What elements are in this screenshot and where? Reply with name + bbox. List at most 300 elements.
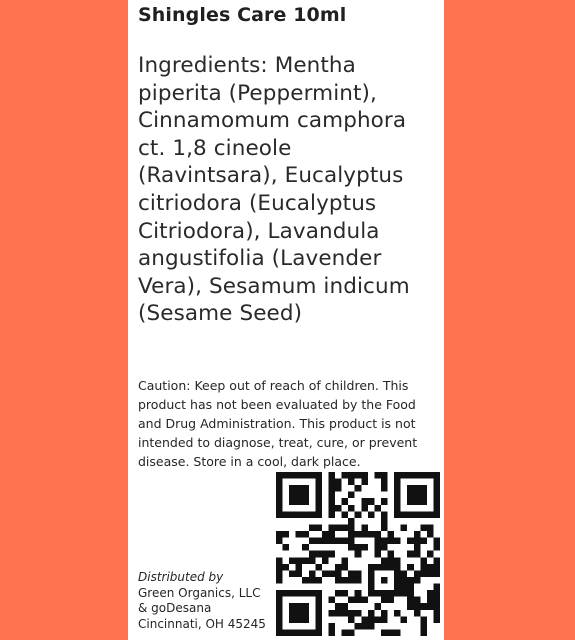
qr-module <box>433 485 440 492</box>
qr-module <box>374 603 381 610</box>
qr-module <box>276 564 283 571</box>
qr-module <box>355 610 362 617</box>
qr-module <box>342 577 349 584</box>
qr-module <box>381 538 388 545</box>
qr-module <box>276 498 283 505</box>
qr-module <box>361 498 368 505</box>
qr-module <box>368 610 375 617</box>
qr-module <box>355 544 362 551</box>
qr-module <box>433 538 440 545</box>
qr-module <box>276 531 283 538</box>
qr-module <box>414 597 421 604</box>
qr-module <box>276 570 283 577</box>
qr-module <box>276 485 283 492</box>
qr-module <box>427 531 434 538</box>
qr-module <box>328 511 335 518</box>
qr-module <box>407 498 414 505</box>
qr-module <box>414 531 421 538</box>
qr-module <box>433 557 440 564</box>
qr-module <box>296 531 303 538</box>
qr-module <box>335 538 342 545</box>
qr-module <box>414 603 421 610</box>
qr-module <box>276 577 283 584</box>
qr-module <box>368 498 375 505</box>
qr-module <box>381 485 388 492</box>
qr-module <box>381 590 388 597</box>
qr-module <box>407 564 414 571</box>
qr-module <box>289 498 296 505</box>
qr-module <box>348 577 355 584</box>
qr-module <box>388 597 395 604</box>
qr-module <box>328 597 335 604</box>
qr-module <box>276 479 283 486</box>
qr-module <box>394 479 401 486</box>
qr-module <box>355 511 362 518</box>
qr-module <box>427 511 434 518</box>
qr-module <box>374 590 381 597</box>
qr-module <box>368 564 375 571</box>
qr-module <box>355 551 362 558</box>
qr-module <box>414 610 421 617</box>
qr-module <box>414 577 421 584</box>
qr-module <box>420 492 427 499</box>
qr-module <box>368 531 375 538</box>
qr-module <box>420 524 427 531</box>
qr-module <box>414 551 421 558</box>
qr-module <box>394 584 401 591</box>
qr-module <box>335 524 342 531</box>
qr-module <box>302 629 309 636</box>
qr-module <box>427 597 434 604</box>
qr-module <box>322 531 329 538</box>
qr-module <box>283 590 290 597</box>
qr-module <box>296 564 303 571</box>
qr-module <box>283 511 290 518</box>
qr-module <box>283 531 290 538</box>
qr-module <box>407 597 414 604</box>
qr-module <box>348 531 355 538</box>
qr-module <box>348 610 355 617</box>
qr-module <box>322 570 329 577</box>
qr-module <box>381 511 388 518</box>
qr-module <box>407 603 414 610</box>
qr-module <box>315 623 322 630</box>
qr-module <box>296 472 303 479</box>
qr-module <box>361 531 368 538</box>
qr-module <box>381 524 388 531</box>
qr-module <box>433 505 440 512</box>
qr-module <box>355 597 362 604</box>
qr-module <box>374 538 381 545</box>
qr-module <box>289 616 296 623</box>
qr-module <box>302 616 309 623</box>
qr-module <box>328 524 335 531</box>
qr-module <box>407 551 414 558</box>
qr-module <box>296 590 303 597</box>
qr-module <box>388 590 395 597</box>
qr-module <box>296 629 303 636</box>
qr-module <box>289 629 296 636</box>
qr-module <box>302 485 309 492</box>
qr-module <box>407 492 414 499</box>
qr-module <box>302 492 309 499</box>
qr-module <box>368 577 375 584</box>
qr-module <box>315 498 322 505</box>
qr-module <box>315 492 322 499</box>
qr-module <box>394 498 401 505</box>
qr-module <box>296 616 303 623</box>
qr-module <box>328 538 335 545</box>
qr-module <box>381 564 388 571</box>
qr-module <box>394 472 401 479</box>
qr-module <box>368 570 375 577</box>
qr-module <box>401 511 408 518</box>
qr-module <box>414 492 421 499</box>
qr-module <box>433 616 440 623</box>
qr-module <box>394 577 401 584</box>
qr-module <box>348 524 355 531</box>
qr-module <box>302 557 309 564</box>
qr-module <box>361 524 368 531</box>
qr-module <box>381 629 388 636</box>
qr-module <box>433 544 440 551</box>
qr-module <box>407 485 414 492</box>
qr-module <box>381 498 388 505</box>
qr-module <box>296 603 303 610</box>
qr-module <box>296 485 303 492</box>
qr-module <box>407 511 414 518</box>
qr-module <box>276 511 283 518</box>
qr-module <box>433 584 440 591</box>
qr-module <box>315 538 322 545</box>
qr-module <box>289 603 296 610</box>
qr-module <box>368 511 375 518</box>
qr-module <box>315 511 322 518</box>
qr-module <box>355 590 362 597</box>
qr-module <box>276 603 283 610</box>
qr-module <box>342 524 349 531</box>
qr-module <box>276 492 283 499</box>
qr-module <box>289 492 296 499</box>
qr-module <box>328 610 335 617</box>
qr-module <box>401 584 408 591</box>
qr-module <box>388 531 395 538</box>
qr-module <box>348 472 355 479</box>
qr-code-icon <box>276 472 440 636</box>
qr-module <box>401 524 408 531</box>
qr-module <box>335 610 342 617</box>
qr-module <box>394 538 401 545</box>
qr-module <box>401 472 408 479</box>
qr-module <box>289 511 296 518</box>
qr-module <box>420 511 427 518</box>
qr-module <box>381 557 388 564</box>
qr-module <box>309 511 316 518</box>
qr-module <box>427 551 434 558</box>
qr-module <box>289 610 296 617</box>
qr-module <box>348 629 355 636</box>
qr-module <box>309 524 316 531</box>
qr-module <box>289 590 296 597</box>
qr-module <box>276 616 283 623</box>
qr-module <box>348 538 355 545</box>
qr-module <box>315 551 322 558</box>
qr-module <box>276 610 283 617</box>
caution-text: Caution: Keep out of reach of children. This product has not been evaluated by the Food and Drug Administration. This product is not intended to diagnose, treat, cure, or prevent disease. Store in a cool, dark place. <box>138 378 418 469</box>
qr-module <box>394 485 401 492</box>
qr-module <box>433 511 440 518</box>
qr-module <box>381 616 388 623</box>
qr-module <box>361 623 368 630</box>
qr-module <box>388 629 395 636</box>
qr-module <box>420 570 427 577</box>
qr-module <box>276 472 283 479</box>
qr-module <box>342 629 349 636</box>
qr-module <box>276 597 283 604</box>
qr-module <box>342 603 349 610</box>
qr-module <box>335 564 342 571</box>
qr-module <box>374 505 381 512</box>
qr-module <box>355 570 362 577</box>
qr-module <box>420 538 427 545</box>
qr-module <box>342 511 349 518</box>
qr-module <box>427 570 434 577</box>
qr-module <box>289 472 296 479</box>
qr-module <box>401 577 408 584</box>
qr-module <box>322 557 329 564</box>
qr-module <box>328 498 335 505</box>
qr-module <box>433 590 440 597</box>
qr-module <box>342 498 349 505</box>
qr-module <box>315 485 322 492</box>
qr-module <box>368 584 375 591</box>
qr-module <box>328 629 335 636</box>
qr-module <box>348 492 355 499</box>
qr-module <box>335 570 342 577</box>
qr-module <box>361 616 368 623</box>
qr-module <box>394 564 401 571</box>
qr-module <box>401 616 408 623</box>
qr-module <box>296 610 303 617</box>
qr-module <box>388 557 395 564</box>
qr-module <box>302 603 309 610</box>
qr-module <box>283 629 290 636</box>
qr-module <box>342 472 349 479</box>
qr-module <box>368 616 375 623</box>
qr-module <box>335 577 342 584</box>
qr-module <box>289 557 296 564</box>
qr-module <box>414 570 421 577</box>
qr-module <box>309 570 316 577</box>
qr-module <box>368 623 375 630</box>
qr-module <box>276 505 283 512</box>
qr-module <box>381 518 388 525</box>
qr-module <box>276 557 283 564</box>
qr-module <box>394 590 401 597</box>
qr-module <box>420 603 427 610</box>
qr-module <box>381 544 388 551</box>
qr-module <box>315 524 322 531</box>
qr-module <box>315 603 322 610</box>
qr-module <box>361 472 368 479</box>
qr-module <box>381 610 388 617</box>
distributor-info <box>138 570 278 632</box>
qr-module <box>342 564 349 571</box>
qr-module <box>315 472 322 479</box>
qr-module <box>381 479 388 486</box>
qr-module <box>348 518 355 525</box>
qr-module <box>309 629 316 636</box>
qr-module <box>335 603 342 610</box>
qr-module <box>361 597 368 604</box>
qr-module <box>302 590 309 597</box>
qr-module <box>414 538 421 545</box>
qr-module <box>276 590 283 597</box>
qr-module <box>394 557 401 564</box>
qr-module <box>433 498 440 505</box>
qr-module <box>433 570 440 577</box>
qr-module <box>433 479 440 486</box>
qr-module <box>433 603 440 610</box>
qr-module <box>381 577 388 584</box>
qr-module <box>289 485 296 492</box>
qr-module <box>348 616 355 623</box>
qr-module <box>361 505 368 512</box>
qr-module <box>328 485 335 492</box>
qr-module <box>420 485 427 492</box>
qr-module <box>283 544 290 551</box>
qr-module <box>302 531 309 538</box>
qr-module <box>276 623 283 630</box>
qr-module <box>348 505 355 512</box>
qr-module <box>388 564 395 571</box>
qr-module <box>394 511 401 518</box>
qr-module <box>374 544 381 551</box>
qr-module <box>322 538 329 545</box>
qr-module <box>433 472 440 479</box>
qr-module <box>302 610 309 617</box>
qr-module <box>407 472 414 479</box>
qr-module <box>328 623 335 630</box>
qr-module <box>394 610 401 617</box>
qr-module <box>388 538 395 545</box>
qr-module <box>315 479 322 486</box>
qr-module <box>309 557 316 564</box>
qr-module <box>427 603 434 610</box>
qr-module <box>394 492 401 499</box>
qr-module <box>414 511 421 518</box>
qr-module <box>342 538 349 545</box>
qr-module <box>328 479 335 486</box>
qr-module <box>414 472 421 479</box>
qr-module <box>420 564 427 571</box>
qr-module <box>276 538 283 545</box>
qr-module <box>328 531 335 538</box>
qr-module <box>414 544 421 551</box>
qr-module <box>420 616 427 623</box>
qr-module <box>309 538 316 545</box>
qr-module <box>427 564 434 571</box>
qr-module <box>283 564 290 571</box>
qr-module <box>315 505 322 512</box>
qr-module <box>283 472 290 479</box>
qr-module <box>315 564 322 571</box>
qr-module <box>420 629 427 636</box>
qr-module <box>302 577 309 584</box>
qr-module <box>433 610 440 617</box>
qr-module <box>302 498 309 505</box>
qr-module <box>315 616 322 623</box>
qr-module <box>315 610 322 617</box>
qr-module <box>309 551 316 558</box>
qr-module <box>374 531 381 538</box>
qr-module <box>342 590 349 597</box>
qr-module <box>414 498 421 505</box>
qr-module <box>407 590 414 597</box>
qr-module <box>315 577 322 584</box>
distributor-intro: Distributed by <box>138 570 224 584</box>
qr-module <box>315 597 322 604</box>
qr-module <box>302 544 309 551</box>
qr-module <box>407 538 414 545</box>
qr-module <box>328 551 335 558</box>
qr-module <box>420 498 427 505</box>
product-label <box>128 0 444 640</box>
qr-module <box>374 564 381 571</box>
qr-module <box>276 629 283 636</box>
qr-module <box>296 498 303 505</box>
qr-module <box>420 472 427 479</box>
qr-module <box>309 590 316 597</box>
qr-module <box>407 584 414 591</box>
qr-module <box>315 629 322 636</box>
qr-module <box>355 531 362 538</box>
distributor-line-2: & goDesana <box>138 601 212 615</box>
distributor-line-1: Green Organics, LLC <box>138 585 261 600</box>
qr-module <box>394 570 401 577</box>
qr-module <box>328 570 335 577</box>
qr-module <box>335 505 342 512</box>
qr-module <box>407 577 414 584</box>
qr-module <box>348 597 355 604</box>
qr-module <box>394 505 401 512</box>
qr-module <box>328 472 335 479</box>
qr-module <box>381 472 388 479</box>
qr-module <box>394 629 401 636</box>
qr-module <box>296 570 303 577</box>
qr-module <box>381 597 388 604</box>
qr-module <box>368 590 375 597</box>
qr-module <box>309 472 316 479</box>
qr-module <box>328 505 335 512</box>
qr-module <box>309 577 316 584</box>
qr-module <box>420 623 427 630</box>
qr-module <box>296 492 303 499</box>
qr-module <box>335 485 342 492</box>
qr-module <box>296 511 303 518</box>
qr-module <box>348 479 355 486</box>
distributor-line-3: Cincinnati, OH 45245 <box>138 616 266 631</box>
qr-module <box>427 524 434 531</box>
qr-module <box>296 557 303 564</box>
qr-module <box>355 623 362 630</box>
qr-module <box>361 479 368 486</box>
qr-module <box>335 590 342 597</box>
qr-module <box>420 557 427 564</box>
qr-module <box>302 511 309 518</box>
qr-module <box>289 570 296 577</box>
qr-module <box>355 485 362 492</box>
